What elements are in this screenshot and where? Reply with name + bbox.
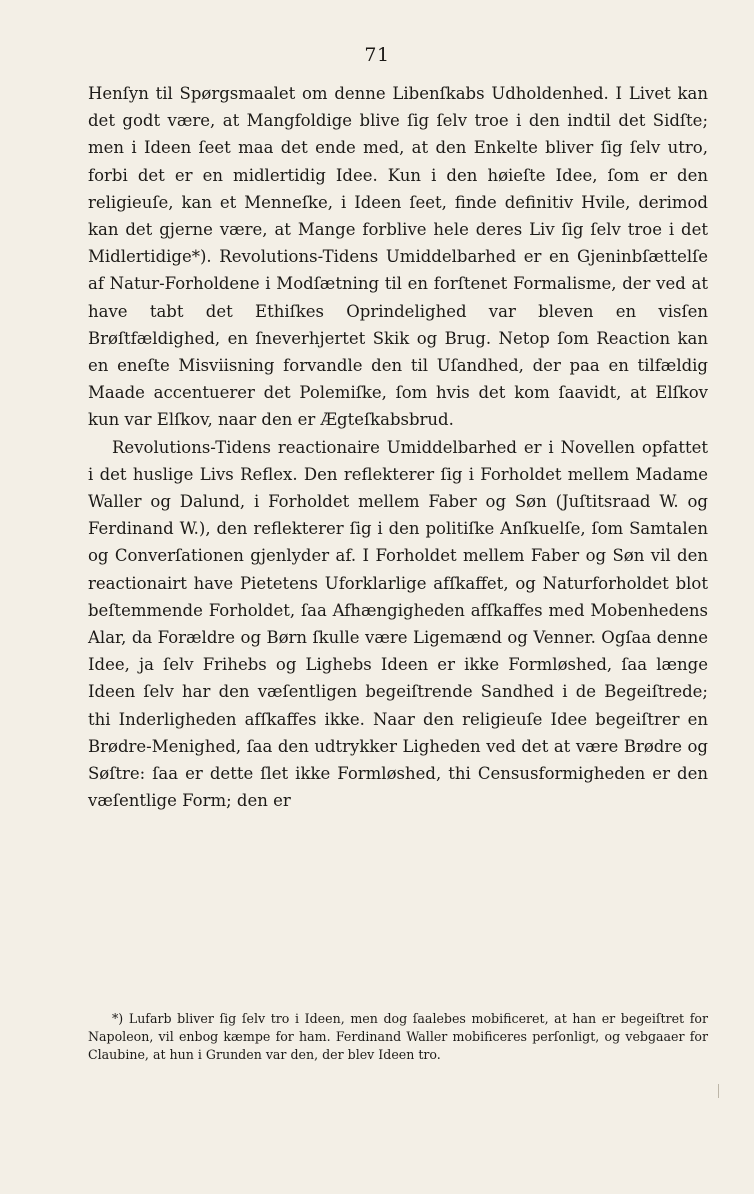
footnote: *) Lufarb bliver ſig ſelv tro i Ideen, men dog ſaalebes mobificeret, at han er begeiſtret for Napoleon, vil enbog kæmpe for ham. Ferdinand Waller mobificeres perſonligt, og vebgaaer for Claubine, at hun i Grunden var den, der blev Ideen tro. (88, 1011, 708, 1063)
page-number: 71 (364, 44, 390, 66)
paragraph-1: Henſyn til Spørgsmaalet om denne Libenſkabs Udholdenhed. I Livet kan det godt være, at Mangfoldige blive ſig ſelv troe i den indtil det Sidſte; men i Ideen ſeet maa det ende med, at den Enkelte bliver ſig ſelv utro, forbi det er en midlertidig Idee. Kun i den høieſte Idee, ſom er den religieuſe, kan et Menneſke, i Ideen ſeet, finde definitiv Hvile, derimod kan det gjerne være, at Mange forblive hele deres Liv ſig ſelv troe i det Midlertidige*). Revolutions-Tidens Umiddelbarhed er en Gjeninbſættelſe af Natur-Forholdene i Modſætning til en forſtenet Formalisme, der ved at have tabt det Ethiſkes Oprindelighed var bleven en visſen Brøſtfældighed, en ſneverhjertet Skik og Brug. Netop ſom Reaction kan en eneſte Misviisning forvandle den til Uſandhed, der paa en tilfældig Maade accentuerer det Polemiſke, ſom hvis det kom ſaavidt, at Elſkov kun var Elſkov, naar den er Ægteſkabsbrud. (88, 84, 708, 430)
paragraph-2: Revolutions-Tidens reactionaire Umiddelbarhed er i Novellen opfattet i det huslige Livs Reflex. Den reflekterer ſig i Forholdet mellem Madame Waller og Dalund, i Forholdet mellem Faber og Søn (Juſtitsraad W. og Ferdinand W.), den reflekterer ſig i den politiſke Anſkuelſe, ſom Samtalen og Converſationen gjenlyder af. I Forholdet mellem Faber og Søn vil den reactionairt have Pietetens Uforklarlige afſkaffet, og Naturforholdet blot beſtemmende Forholdet, ſaa Afhængigheden afſkaffes med Mobenhedens Alar, da Forældre og Børn ſkulle være Ligemænd og Venner. Ogſaa denne Idee, ja ſelv Frihebs og Lighebs Ideen er ikke Formløshed, ſaa længe Ideen ſelv har den væſentligen begeiſtrende Sandhed i de Begeiſtrede; thi Inderligheden afſkaffes ikke. Naar den religieuſe Idee begeiſtrer en Brødre-Menighed, ſaa den udtrykker Ligheden ved det at være Brødre og Søſtre: ſaa er dette ſlet ikke Formløshed, thi Censusformigheden er den væſentlige Form; den er (88, 437, 708, 811)
margin-mark (718, 1084, 719, 1098)
main-text (88, 80, 708, 814)
